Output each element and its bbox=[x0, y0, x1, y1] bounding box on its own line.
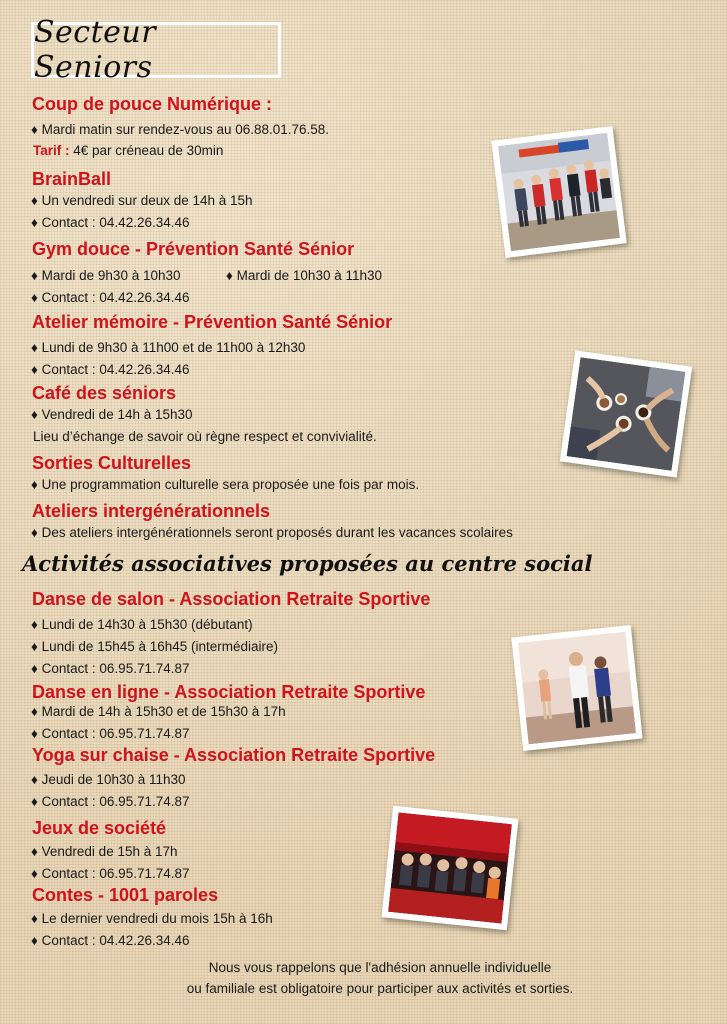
cafe-schedule: ♦ Vendredi de 14h à 15h30 bbox=[31, 407, 193, 422]
group-photo-illustration bbox=[498, 133, 620, 252]
tarif-line bbox=[33, 143, 223, 158]
cafe-photo-illustration bbox=[567, 357, 686, 471]
heading-brainball: BrainBall bbox=[32, 169, 112, 189]
danse-salon-schedule-2: ♦ Lundi de 15h45 à 16h45 (intermédiaire) bbox=[31, 639, 279, 654]
tarif-value: 4€ par créneau de 30min bbox=[73, 143, 224, 158]
heading-atelier-memoire: Atelier mémoire - Prévention Santé Sénior bbox=[32, 312, 393, 332]
contes-contact: ♦ Contact : 04.42.26.34.46 bbox=[31, 933, 190, 948]
footer-line-1: Nous vous rappelons que l'adhésion annuelle individuelle bbox=[208, 960, 552, 975]
danse-salon-contact: ♦ Contact : 06.95.71.74.87 bbox=[31, 661, 190, 676]
heading-cafe-seniors: Café des séniors bbox=[32, 383, 177, 403]
heading-coup-de-pouce: Coup de pouce Numérique : bbox=[32, 94, 273, 114]
heading-contes: Contes - 1001 paroles bbox=[32, 885, 219, 905]
coup-de-pouce-line: ♦ Mardi matin sur rendez-vous au 06.88.01.76.58. bbox=[31, 122, 330, 137]
heading-ateliers-intergenerationnels: Ateliers intergénérationnels bbox=[32, 501, 271, 521]
brainball-contact: ♦ Contact : 04.42.26.34.46 bbox=[31, 215, 190, 230]
page-title: Secteur Seniors bbox=[34, 15, 157, 85]
footer-note bbox=[120, 957, 640, 999]
tarif-label: Tarif : bbox=[33, 143, 70, 158]
dance-photo-illustration bbox=[518, 632, 636, 745]
jeux-contact: ♦ Contact : 06.95.71.74.87 bbox=[31, 866, 190, 881]
memoire-contact: ♦ Contact : 04.42.26.34.46 bbox=[31, 362, 190, 377]
intergenerationnels-description: ♦ Des ateliers intergénérationnels seront proposés durant les vacances scolaires bbox=[31, 525, 513, 540]
danse-ligne-contact: ♦ Contact : 06.95.71.74.87 bbox=[31, 726, 190, 741]
title-frame bbox=[31, 15, 281, 85]
memoire-schedule: ♦ Lundi de 9h30 à 11h00 et de 11h00 à 12h30 bbox=[31, 340, 306, 355]
heading-gym-douce: Gym douce - Prévention Santé Sénior bbox=[32, 239, 355, 259]
cafe-description: Lieu d’échange de savoir où règne respect et convivialité. bbox=[33, 429, 377, 444]
yoga-contact: ♦ Contact : 06.95.71.74.87 bbox=[31, 794, 190, 809]
gym-schedule-1: ♦ Mardi de 9h30 à 10h30 bbox=[31, 268, 181, 283]
heading-sorties-culturelles: Sorties Culturelles bbox=[32, 453, 192, 473]
photo-cafe-seniors bbox=[560, 350, 692, 477]
danse-salon-schedule-1: ♦ Lundi de 14h30 à 15h30 (débutant) bbox=[31, 617, 253, 632]
sorties-description: ♦ Une programmation culturelle sera proposée une fois par mois. bbox=[31, 477, 420, 492]
gym-contact: ♦ Contact : 04.42.26.34.46 bbox=[31, 290, 190, 305]
danse-ligne-schedule: ♦ Mardi de 14h à 15h30 et de 15h30 à 17h bbox=[31, 704, 286, 719]
gym-schedule-2: ♦ Mardi de 10h30 à 11h30 bbox=[226, 268, 383, 283]
contes-schedule: ♦ Le dernier vendredi du mois 15h à 16h bbox=[31, 911, 273, 926]
heading-danse-salon: Danse de salon - Association Retraite Sportive bbox=[32, 589, 431, 609]
yoga-schedule: ♦ Jeudi de 10h30 à 11h30 bbox=[31, 772, 186, 787]
jeux-schedule: ♦ Vendredi de 15h à 17h bbox=[31, 844, 178, 859]
photo-jeux-societe bbox=[381, 806, 518, 931]
photo-seniors-group bbox=[491, 126, 626, 258]
heading-yoga-chaise: Yoga sur chaise - Association Retraite Sportive bbox=[32, 745, 436, 765]
brainball-schedule: ♦ Un vendredi sur deux de 14h à 15h bbox=[31, 193, 253, 208]
photo-danse bbox=[511, 625, 642, 751]
assoc-section-title: Activités associatives proposées au centre social bbox=[22, 551, 593, 576]
heading-jeux-societe: Jeux de société bbox=[32, 818, 167, 838]
footer-line-2: ou familiale est obligatoire pour participer aux activités et sorties. bbox=[186, 981, 574, 996]
games-photo-illustration bbox=[388, 812, 512, 923]
heading-danse-ligne: Danse en ligne - Association Retraite Sportive bbox=[32, 682, 426, 702]
